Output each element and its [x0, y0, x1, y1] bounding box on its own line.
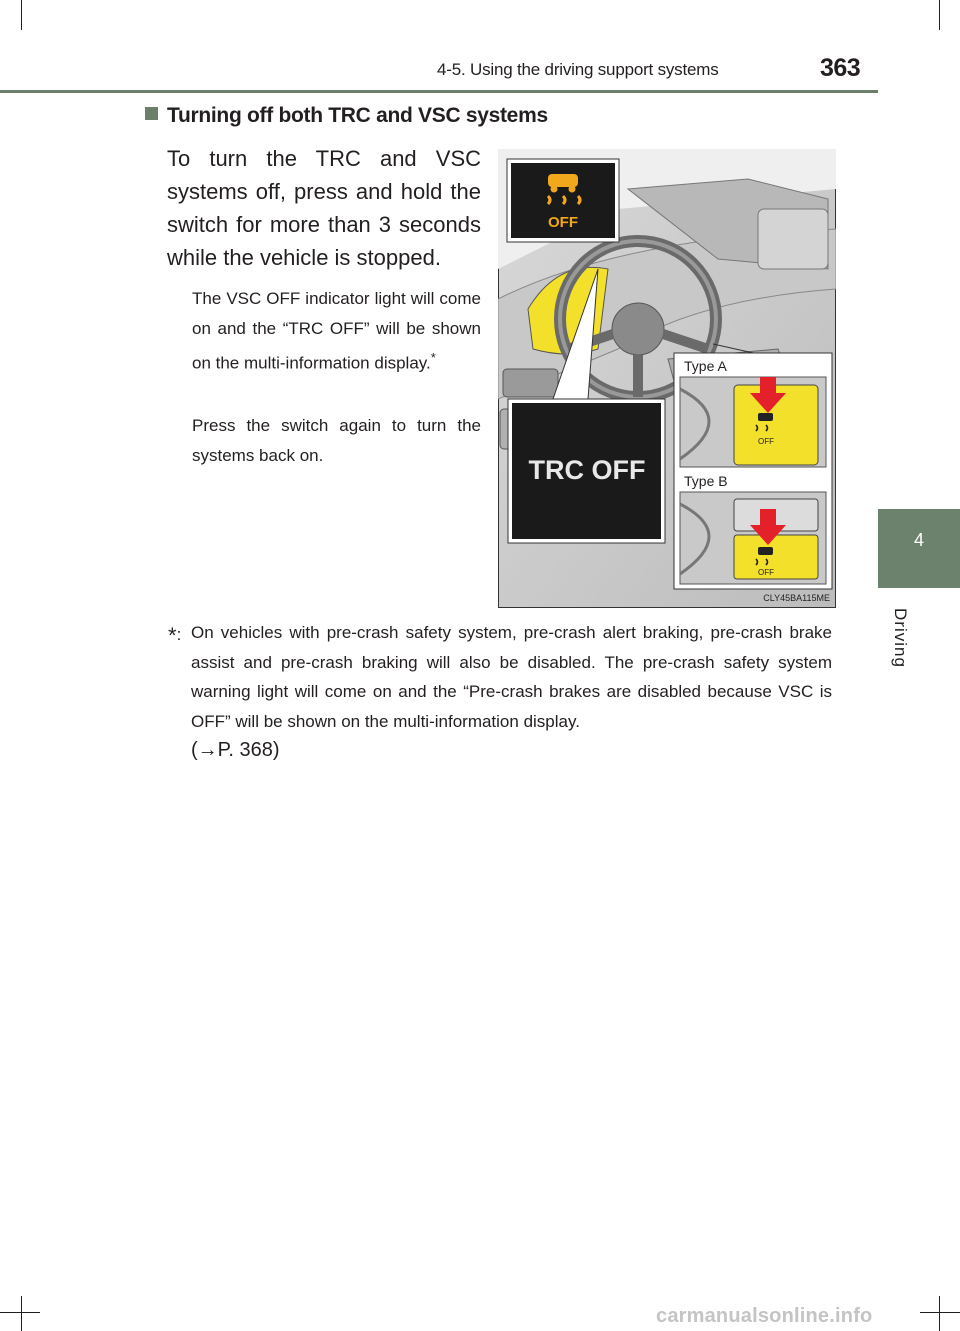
- footnote-separator: :: [176, 625, 182, 644]
- type-b-label: Type B: [684, 473, 728, 489]
- footnote: [168, 618, 832, 766]
- section-heading: [145, 104, 548, 128]
- page-number: 363: [820, 54, 861, 82]
- crop-mark: [920, 1312, 960, 1313]
- crop-mark: [0, 1312, 40, 1313]
- footnote-text: On vehicles with pre-crash safety system, pre-crash alert braking, pre-crash brake assist and pre-crash braking will also be disabled. The pre-crash safety system warning light will come on and the “Pre-crash brakes are disabled because VSC is OFF” will be shown on the multi-information display.: [191, 623, 832, 731]
- crop-mark: [939, 1296, 940, 1331]
- crop-mark: [21, 1296, 22, 1331]
- footnote-star: *: [168, 623, 177, 648]
- display-trc-off-text: TRC OFF: [528, 455, 646, 485]
- page-reference-link[interactable]: (→P. 368): [191, 739, 280, 761]
- running-header: 4-5. Using the driving support systems: [437, 60, 719, 79]
- footnote-reference-mark: *: [430, 350, 436, 365]
- switch-off-text: OFF: [758, 568, 774, 577]
- section-heading-text: Turning off both TRC and VSC systems: [167, 104, 548, 127]
- sub-paragraph-indicator-text: The VSC OFF indicator light will come on and the “TRC OFF” will be shown on the multi-information display.: [192, 289, 481, 373]
- indicator-off-text: OFF: [548, 214, 578, 231]
- sub-paragraph-restore: Press the switch again to turn the systems back on.: [192, 416, 481, 465]
- chapter-label: Driving: [891, 608, 910, 668]
- watermark: carmanualsonline.info: [656, 1305, 873, 1327]
- figure-code: CLY45BA115ME: [763, 593, 830, 603]
- header-rule: [0, 90, 878, 93]
- cockpit-illustration: [498, 149, 836, 608]
- crop-mark: [939, 0, 940, 30]
- chapter-number: 4: [913, 530, 924, 550]
- lead-paragraph: To turn the TRC and VSC systems off, press and hold the switch for more than 3 seconds while the vehicle is stopped.: [167, 146, 481, 270]
- type-a-label: Type A: [684, 358, 727, 374]
- footnote-mark: [168, 618, 181, 650]
- switch-off-text: OFF: [758, 437, 774, 446]
- square-bullet-icon: [145, 107, 158, 120]
- sub-paragraph-indicator: [192, 284, 481, 378]
- crop-mark: [21, 0, 22, 30]
